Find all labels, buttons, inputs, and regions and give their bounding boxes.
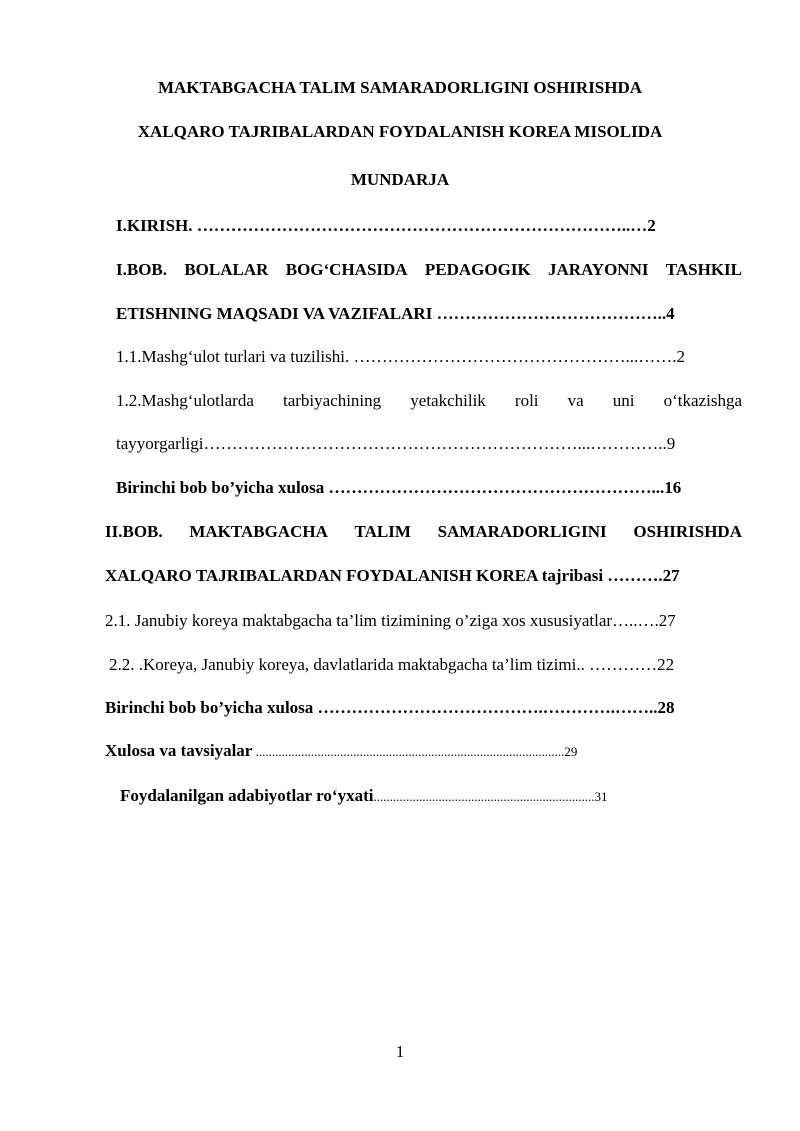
- toc-word: II.BOB.: [105, 522, 163, 541]
- toc-entry-label: Xulosa va tavsiyalar: [105, 741, 253, 760]
- toc-heading: MUNDARJA: [350, 170, 450, 189]
- toc-entry-bob1-line1: [116, 260, 742, 280]
- toc-word: I.BOB.: [116, 260, 168, 279]
- page-number: 1: [395, 1042, 405, 1061]
- toc-entry-bob2-line2: XALQARO TAJRIBALARDAN FOYDALANISH KOREA tajribasi ……….27: [105, 566, 680, 585]
- toc-word: PEDAGOGIK: [424, 260, 531, 279]
- toc-word: roli: [514, 391, 539, 410]
- toc-word: uni: [612, 391, 635, 410]
- toc-word: SAMARADORLIGINI: [437, 522, 607, 541]
- toc-word: BOG‘CHASIDA: [285, 260, 408, 279]
- toc-word: yetakchilik: [410, 391, 486, 410]
- toc-entry-1-1: 1.1.Mashg‘ulot turlari va tuzilishi. …………………………………………...…….2: [116, 347, 685, 366]
- toc-entry-xulosa-tavsiya: [105, 741, 577, 762]
- toc-entry-xulosa-1: Birinchi bob bo’yicha xulosa …………………………………………………...16: [116, 478, 682, 497]
- toc-word: TALIM: [354, 522, 411, 541]
- toc-entry-adabiyotlar: [120, 786, 607, 807]
- toc-word: OSHIRISHDA: [633, 522, 742, 541]
- toc-leader-dots: ...............................................................................................29: [252, 744, 578, 759]
- toc-word: TASHKIL: [665, 260, 742, 279]
- toc-entry-bob2-line1: [105, 522, 742, 542]
- toc-entry-kirish: I.KIRISH. …………………………………………………………………..…2: [116, 216, 656, 235]
- doc-title-line-1: MAKTABGACHA TALIM SAMARADORLIGINI OSHIRISHDA: [157, 78, 643, 97]
- toc-entry-2-2: 2.2. .Koreya, Janubiy koreya, davlatlarida maktabgacha ta’lim tizimi.. …………22: [109, 655, 675, 674]
- toc-word: tarbiyachining: [282, 391, 382, 410]
- toc-word: va: [567, 391, 584, 410]
- toc-entry-2-1: 2.1. Janubiy koreya maktabgacha ta’lim tizimining o’ziga xos xususiyatlar…..….27: [105, 611, 676, 630]
- doc-title-line-2: XALQARO TAJRIBALARDAN FOYDALANISH KOREA MISOLIDA: [137, 122, 663, 141]
- toc-word: JARAYONNI: [548, 260, 649, 279]
- toc-entry-1-2-line2: tayyorgarligi…………………………………………………………...…………..9: [116, 434, 676, 453]
- toc-word: 1.2.Mashg‘ulotlarda: [116, 391, 254, 410]
- toc-word: MAKTABGACHA: [189, 522, 328, 541]
- toc-entry-xulosa-2: Birinchi bob bo’yicha xulosa ………………………………….………….……..28: [105, 698, 675, 717]
- toc-entry-bob1-line2: ETISHNING MAQSADI VA VAZIFALARI …………………………………..4: [116, 304, 675, 323]
- toc-entry-1-2-line1: [116, 391, 742, 411]
- toc-entry-label: Foydalanilgan adabiyotlar ro‘yxati: [120, 786, 374, 805]
- toc-word: o‘tkazishga: [663, 391, 742, 410]
- toc-word: BOLALAR: [184, 260, 269, 279]
- toc-leader-dots: ....................................................................31: [373, 789, 608, 804]
